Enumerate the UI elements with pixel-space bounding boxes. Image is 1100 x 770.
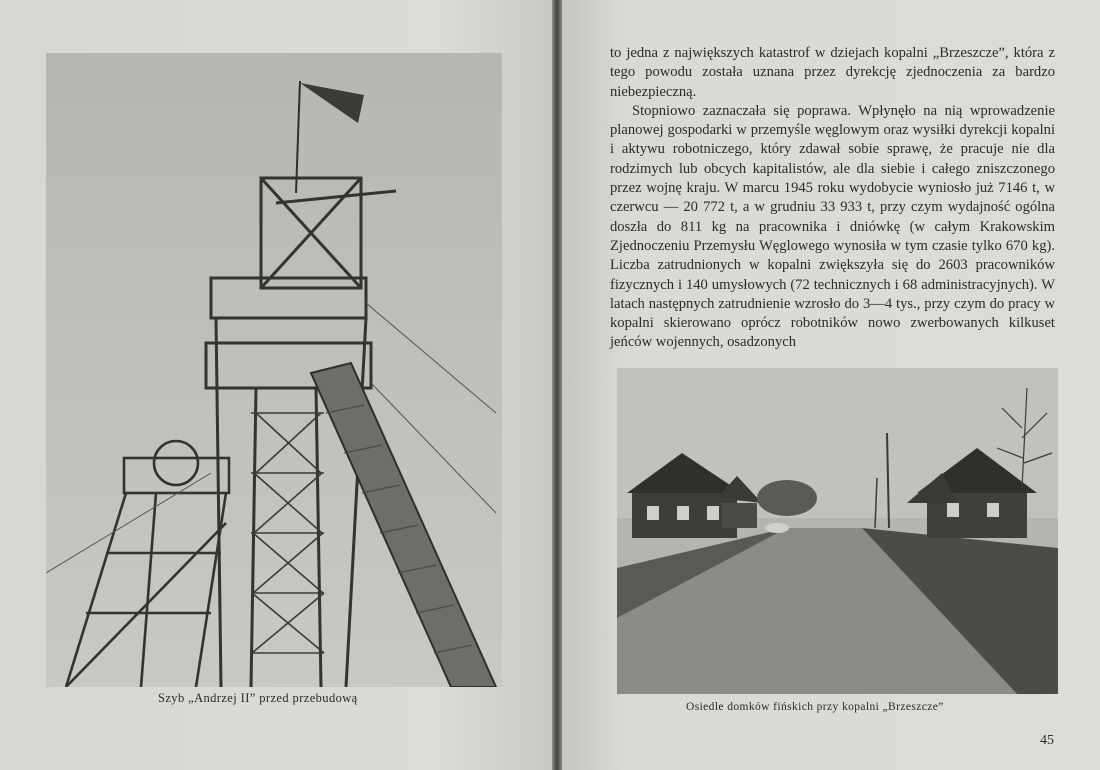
headframe-illustration — [46, 53, 502, 687]
page-number: 45 — [1040, 733, 1054, 748]
paragraph-1: to jedna z największych katastrof w dziejach kopalni „Brzeszcze”, która z tego powodu została uznana przez dyrekcję zjednoczenia za bardzo niebezpieczną. — [610, 45, 1055, 100]
paragraph-2: Stopniowo zaznaczała się poprawa. Wpłynęło na nią wprowadzenie planowej gospodarki w przemyśle węglowym oraz wysiłki dyrekcji kopalni i aktywu robotniczego, który zdawał sobie sprawę, że pracuje nie dla rodzimych lub obcych kapitalistów, ale dla siebie i całego zniszczonego przez wojnę kraju. W marcu 1945 roku wydobycie wyniosło już 7146 t, w czerwcu — 20 772 t, a w grudniu 33 933 t, przy czym wydajność ogólna doszła do 811 kg na pracownika i dniówkę (w całym Krakowskim Zjednoczeniu Przemysłu Węglowego wynosiła w tym czasie tylko 670 kg). Liczba zatrudnionych w kopalni zwiększyła się do 2603 pracowników fizycznych i 140 umysłowych (72 technicznych i 68 administracyjnych). W latach następnych zatrudnienie wzrosło do 3—4 tys., przy czym do pracy w kopalni skierowano oprócz robotników nowo zwerbowanych kilkuset jeńców wojennych, osadzonych — [610, 102, 1055, 351]
left-photo-caption: Szyb „Andrzej II” przed przebudową — [158, 691, 358, 705]
body-text — [610, 44, 1055, 353]
mine-shaft-tower-photo — [46, 53, 502, 687]
finnish-houses-street-photo — [617, 368, 1058, 694]
settlement-illustration — [617, 368, 1058, 694]
right-photo-caption: Osiedle domków fińskich przy kopalni „Brzeszcze” — [686, 701, 944, 713]
book-gutter — [552, 0, 562, 770]
